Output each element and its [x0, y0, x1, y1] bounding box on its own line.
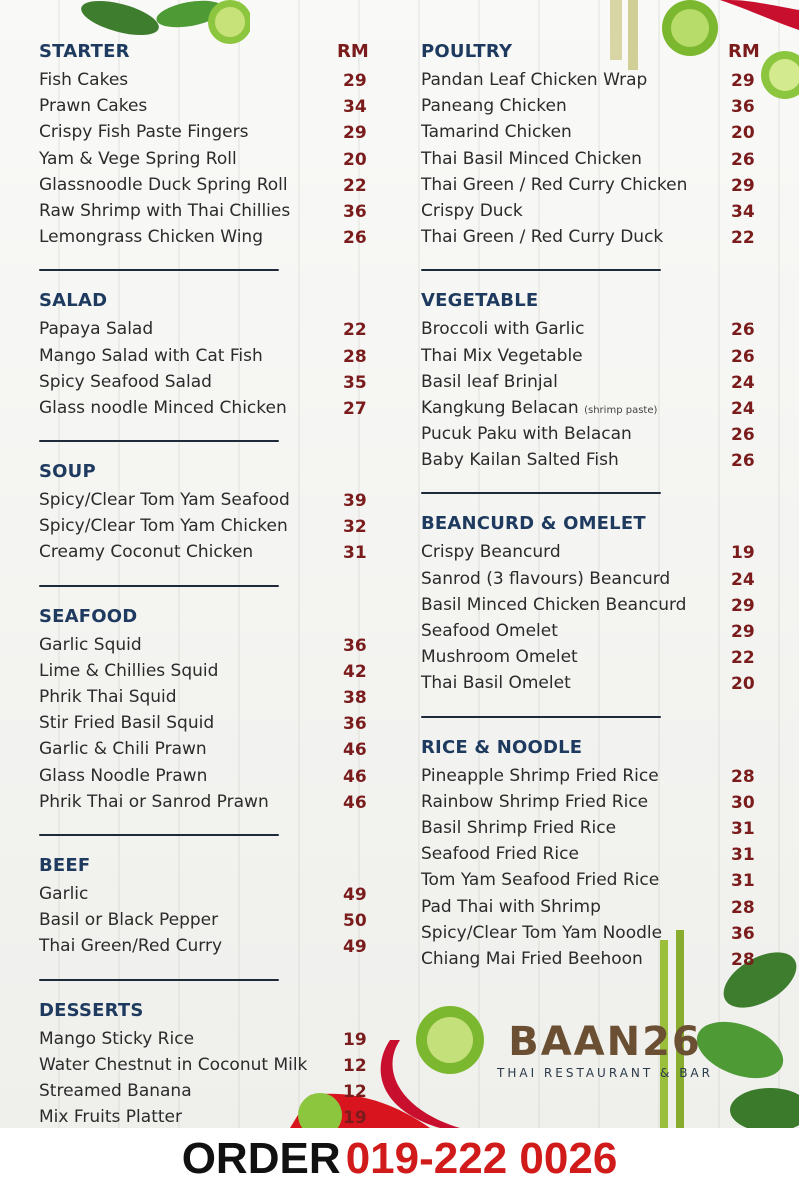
currency-label: RM [728, 41, 760, 62]
item-name-text: Tamarind Chicken [421, 122, 572, 143]
item-price: 49 [343, 884, 367, 905]
menu-section [39, 997, 389, 1129]
item-price: 24 [731, 569, 755, 590]
brand-name: BAAN26 [508, 1019, 702, 1065]
menu-item [421, 317, 771, 343]
item-price: 12 [343, 1081, 367, 1102]
item-price: 12 [343, 1055, 367, 1076]
item-name [421, 450, 619, 470]
item-price: 24 [731, 372, 755, 393]
item-name-text: Paneang Chicken [421, 96, 567, 117]
item-price: 46 [343, 766, 367, 787]
menu-item [39, 790, 389, 816]
menu-item [421, 790, 771, 816]
item-name-text: Seafood Fried Rice [421, 844, 579, 865]
item-price: 20 [343, 149, 367, 170]
item-price: 24 [731, 398, 755, 419]
menu-item [421, 816, 771, 842]
menu-section [39, 38, 389, 271]
item-name-text: Mushroom Omelet [421, 647, 578, 668]
menu-item [39, 370, 389, 396]
item-price: 29 [731, 71, 755, 91]
item-price: 22 [343, 320, 367, 341]
item-name-text: Thai Green/Red Curry [39, 936, 222, 957]
menu-item [421, 68, 771, 94]
item-price: 22 [731, 228, 755, 249]
brand-subtitle: THAI RESTAURANT & BAR [497, 1066, 713, 1080]
item-name-text: Streamed Banana [39, 1080, 192, 1101]
menu-item [39, 344, 389, 370]
menu-item [39, 908, 389, 934]
item-name-text: Yam & Vege Spring Roll [39, 148, 237, 169]
menu-item [39, 737, 389, 763]
menu-item [39, 199, 389, 225]
item-price: 36 [343, 714, 367, 735]
item-name [421, 766, 659, 786]
item-name [421, 673, 571, 693]
menu-section [39, 287, 389, 442]
item-name-text: Crispy Duck [421, 200, 523, 221]
item-price: 19 [343, 1108, 367, 1128]
item-name [421, 227, 663, 247]
item-name-text: Tom Yam Seafood Fried Rice [421, 870, 660, 891]
item-price: 38 [343, 688, 367, 708]
item-name [421, 372, 558, 392]
menu-section [421, 510, 771, 717]
menu-item [39, 488, 389, 514]
section-divider [39, 269, 279, 271]
item-name [421, 949, 643, 969]
currency-label: RM [337, 41, 369, 62]
item-name [39, 96, 147, 116]
menu-item [421, 370, 771, 396]
item-name-text: Phrik Thai or Sanrod Prawn [39, 791, 269, 812]
menu-item [421, 344, 771, 370]
menu-item [39, 1053, 389, 1079]
item-name [421, 542, 561, 562]
item-name [421, 149, 642, 169]
item-name-text: Papaya Salad [39, 319, 154, 340]
item-name [421, 70, 647, 90]
item-price: 34 [731, 201, 755, 222]
item-price: 34 [343, 97, 367, 118]
item-price: 26 [731, 425, 755, 446]
item-name [39, 319, 153, 339]
menu-item [39, 1105, 389, 1128]
item-name-text: Seafood Omelet [421, 621, 558, 641]
menu-item [421, 225, 771, 251]
menu-section [39, 603, 389, 836]
item-name [39, 490, 290, 510]
item-name-text: Spicy Seafood Salad [39, 371, 212, 392]
section-title: VEGETABLE [421, 290, 539, 312]
item-name [39, 1107, 182, 1127]
item-name [421, 346, 583, 366]
item-name-text: Glass noodle Minced Chicken [39, 397, 287, 418]
item-note: (shrimp paste) [584, 404, 658, 416]
section-divider [39, 440, 279, 442]
menu-item [421, 448, 771, 474]
item-price: 29 [343, 123, 367, 144]
item-name [39, 1055, 307, 1075]
item-price: 19 [343, 1029, 367, 1050]
item-price: 36 [343, 201, 367, 222]
item-name [39, 792, 269, 812]
section-title: DESSERTS [39, 999, 144, 1021]
item-name [39, 516, 288, 536]
item-name [421, 424, 632, 444]
item-name-text: Crispy Beancurd [421, 542, 561, 563]
item-name [421, 621, 558, 641]
item-name-text: Chiang Mai Fried Beehoon [421, 948, 643, 969]
item-name [39, 910, 218, 930]
menu-item [421, 120, 771, 146]
left-column [39, 38, 389, 1128]
item-name [39, 227, 263, 247]
item-price: 31 [731, 845, 755, 866]
item-price: 30 [731, 792, 755, 813]
item-name-text: Stir Fried Basil Squid [39, 713, 215, 734]
menu-item [421, 173, 771, 199]
item-name [39, 70, 128, 90]
item-name [39, 661, 218, 681]
item-name [421, 792, 648, 812]
section-header [39, 38, 389, 68]
section-divider [421, 492, 661, 494]
item-name [421, 897, 601, 917]
item-price: 26 [731, 149, 755, 170]
brand-logo [480, 1020, 730, 1080]
menu-item [421, 645, 771, 671]
menu-item [421, 540, 771, 566]
item-name-text: Crispy Fish Paste Fingers [39, 122, 249, 143]
menu-item [39, 540, 389, 566]
item-name-text: Basil or Black Pepper [39, 910, 219, 931]
menu-item [421, 671, 771, 697]
menu-item [39, 633, 389, 659]
section-header [421, 38, 771, 68]
menu-item [39, 1079, 389, 1105]
menu-item [39, 68, 389, 94]
item-name-text: Thai Green / Red Curry Chicken [421, 174, 688, 195]
item-name [39, 122, 248, 142]
item-price: 29 [731, 175, 755, 196]
item-name [39, 713, 214, 733]
item-name [39, 175, 288, 195]
item-price: 36 [731, 97, 755, 118]
item-price: 46 [343, 792, 367, 813]
item-price: 35 [343, 372, 367, 393]
menu-item [39, 120, 389, 146]
order-phone[interactable]: 019-222 0026 [345, 1134, 618, 1183]
menu-item [39, 94, 389, 120]
menu-item [421, 567, 771, 593]
item-name-text: Mix Fruits Platter [39, 1107, 182, 1128]
menu-section [421, 734, 771, 974]
menu-item [39, 934, 389, 960]
item-price: 28 [731, 949, 755, 970]
menu-item [421, 895, 771, 921]
item-name-text: Pandan Leaf Chicken Wrap [421, 70, 648, 90]
section-divider [39, 585, 279, 587]
item-price: 27 [343, 398, 367, 419]
section-header [421, 734, 771, 764]
item-name [421, 175, 687, 195]
menu-item [39, 317, 389, 343]
section-title: SEAFOOD [39, 605, 138, 627]
item-name-text: Basil Minced Chicken Beancurd [421, 594, 687, 615]
section-title: BEEF [39, 854, 91, 876]
item-name [39, 542, 253, 562]
item-price: 50 [343, 911, 367, 932]
menu-item [39, 685, 389, 711]
item-name [39, 766, 207, 786]
menu-item [421, 396, 771, 422]
item-price: 29 [731, 622, 755, 642]
item-name-text: Mango Salad with Cat Fish [39, 345, 263, 366]
item-name-text: Prawn Cakes [39, 96, 148, 117]
section-header [39, 458, 389, 488]
item-name-text: Spicy/Clear Tom Yam Chicken [39, 516, 288, 537]
item-price: 20 [731, 123, 755, 144]
item-name [39, 398, 287, 418]
section-header [39, 287, 389, 317]
order-label: ORDER [181, 1134, 341, 1183]
order-banner [0, 1134, 799, 1200]
item-name-text: Lemongrass Chicken Wing [39, 227, 263, 248]
item-name-text: Thai Basil Minced Chicken [421, 148, 642, 169]
item-name-text: Basil Shrimp Fried Rice [421, 817, 617, 838]
item-price: 26 [731, 451, 755, 472]
item-name-text: Rainbow Shrimp Fried Rice [421, 791, 649, 812]
item-name [39, 346, 263, 366]
item-name [39, 1029, 194, 1049]
item-name-text: Thai Green / Red Curry Duck [421, 227, 664, 248]
item-name-text: Glassnoodle Duck Spring Roll [39, 174, 288, 195]
section-title: SOUP [39, 461, 96, 483]
item-name [421, 647, 578, 667]
menu-item [421, 868, 771, 894]
item-price: 29 [731, 595, 755, 616]
menu-item [39, 147, 389, 173]
section-header [39, 603, 389, 633]
item-name-text: Pad Thai with Shrimp [421, 896, 601, 917]
item-price: 31 [731, 818, 755, 839]
item-name [421, 818, 616, 838]
item-name-text: Basil leaf Brinjal [421, 371, 558, 392]
right-column [421, 38, 771, 973]
menu-item [39, 225, 389, 251]
item-name-text: Lime & Chillies Squid [39, 660, 219, 681]
menu-item [39, 1027, 389, 1053]
section-title: POULTRY [421, 41, 513, 62]
item-name [421, 319, 584, 339]
section-divider [421, 716, 661, 718]
item-name [421, 923, 662, 943]
item-name-text: Garlic [39, 883, 89, 904]
item-name-text: Glass Noodle Prawn [39, 765, 208, 786]
item-price: 22 [731, 648, 755, 669]
section-divider [421, 269, 661, 271]
menu-item [421, 947, 771, 973]
menu-section [421, 287, 771, 494]
section-title: STARTER [39, 41, 130, 62]
item-name-text: Phrik Thai Squid [39, 687, 177, 707]
item-price: 29 [343, 71, 367, 91]
section-divider [39, 979, 279, 981]
menu-item [39, 514, 389, 540]
item-name-text: Creamy Coconut Chicken [39, 542, 254, 563]
item-name-text: Garlic Squid [39, 634, 142, 655]
item-price: 32 [343, 517, 367, 538]
item-name-text: Pineapple Shrimp Fried Rice [421, 765, 659, 786]
item-name [421, 122, 572, 142]
section-header [421, 287, 771, 317]
item-name-text: Fish Cakes [39, 70, 129, 90]
item-name-text: Kangkung Belacan [421, 397, 579, 418]
menu-item [421, 199, 771, 225]
item-name-text: Spicy/Clear Tom Yam Noodle [421, 922, 663, 943]
item-name [421, 201, 523, 221]
menu-section [39, 458, 389, 587]
item-price: 28 [343, 346, 367, 367]
item-name-text: Water Chestnut in Coconut Milk [39, 1054, 308, 1075]
item-name [39, 739, 207, 759]
item-price: 28 [731, 897, 755, 918]
item-name-text: Broccoli with Garlic [421, 319, 585, 340]
section-header [39, 997, 389, 1027]
menu-item [39, 764, 389, 790]
menu-section [421, 38, 771, 271]
item-name-text: Raw Shrimp with Thai Chillies [39, 200, 291, 221]
section-title: SALAD [39, 290, 108, 312]
item-price: 31 [731, 871, 755, 892]
item-price: 26 [731, 320, 755, 341]
item-name [39, 687, 177, 707]
menu-item [421, 764, 771, 790]
item-price: 22 [343, 175, 367, 196]
item-price: 31 [343, 543, 367, 564]
menu-item [39, 659, 389, 685]
item-price: 39 [343, 491, 367, 512]
item-name-text: Baby Kailan Salted Fish [421, 450, 619, 471]
menu-item [421, 147, 771, 173]
item-name-text: Pucuk Paku with Belacan [421, 424, 632, 445]
item-name-text: Spicy/Clear Tom Yam Seafood [39, 490, 290, 511]
menu-item [421, 921, 771, 947]
item-name-text: Garlic & Chili Prawn [39, 739, 207, 760]
item-price: 46 [343, 740, 367, 761]
item-price: 36 [343, 635, 367, 656]
item-name [39, 201, 290, 221]
item-name-text: Thai Mix Vegetable [421, 345, 583, 366]
item-price: 36 [731, 923, 755, 944]
item-price: 42 [343, 661, 367, 682]
section-header [421, 510, 771, 540]
menu-item [421, 422, 771, 448]
item-price: 19 [731, 543, 755, 564]
menu-item [39, 173, 389, 199]
item-name [421, 398, 657, 418]
menu-item [421, 619, 771, 645]
item-name [39, 372, 212, 392]
item-price: 49 [343, 937, 367, 958]
item-name [421, 569, 670, 589]
item-name-text: Thai Basil Omelet [421, 673, 571, 694]
item-price: 26 [731, 346, 755, 367]
section-divider [39, 834, 279, 836]
menu-item [421, 94, 771, 120]
item-name [39, 884, 88, 904]
menu-item [421, 842, 771, 868]
section-title: RICE & NOODLE [421, 736, 583, 758]
item-name [421, 96, 567, 116]
section-title: BEANCURD & OMELET [421, 513, 646, 535]
menu-item [39, 396, 389, 422]
item-name [39, 149, 237, 169]
item-name [421, 595, 686, 615]
menu-item [39, 711, 389, 737]
item-name-text: Sanrod (3 flavours) Beancurd [421, 568, 671, 589]
item-name-text: Mango Sticky Rice [39, 1028, 195, 1049]
item-price: 20 [731, 674, 755, 695]
item-price: 28 [731, 766, 755, 787]
menu-section [39, 852, 389, 981]
item-name [421, 844, 579, 864]
section-header [39, 852, 389, 882]
item-name [39, 936, 222, 956]
item-name [39, 1081, 192, 1101]
menu-item [39, 882, 389, 908]
menu-item [421, 593, 771, 619]
item-price: 26 [343, 228, 367, 249]
item-name [421, 870, 659, 890]
item-name [39, 635, 142, 655]
